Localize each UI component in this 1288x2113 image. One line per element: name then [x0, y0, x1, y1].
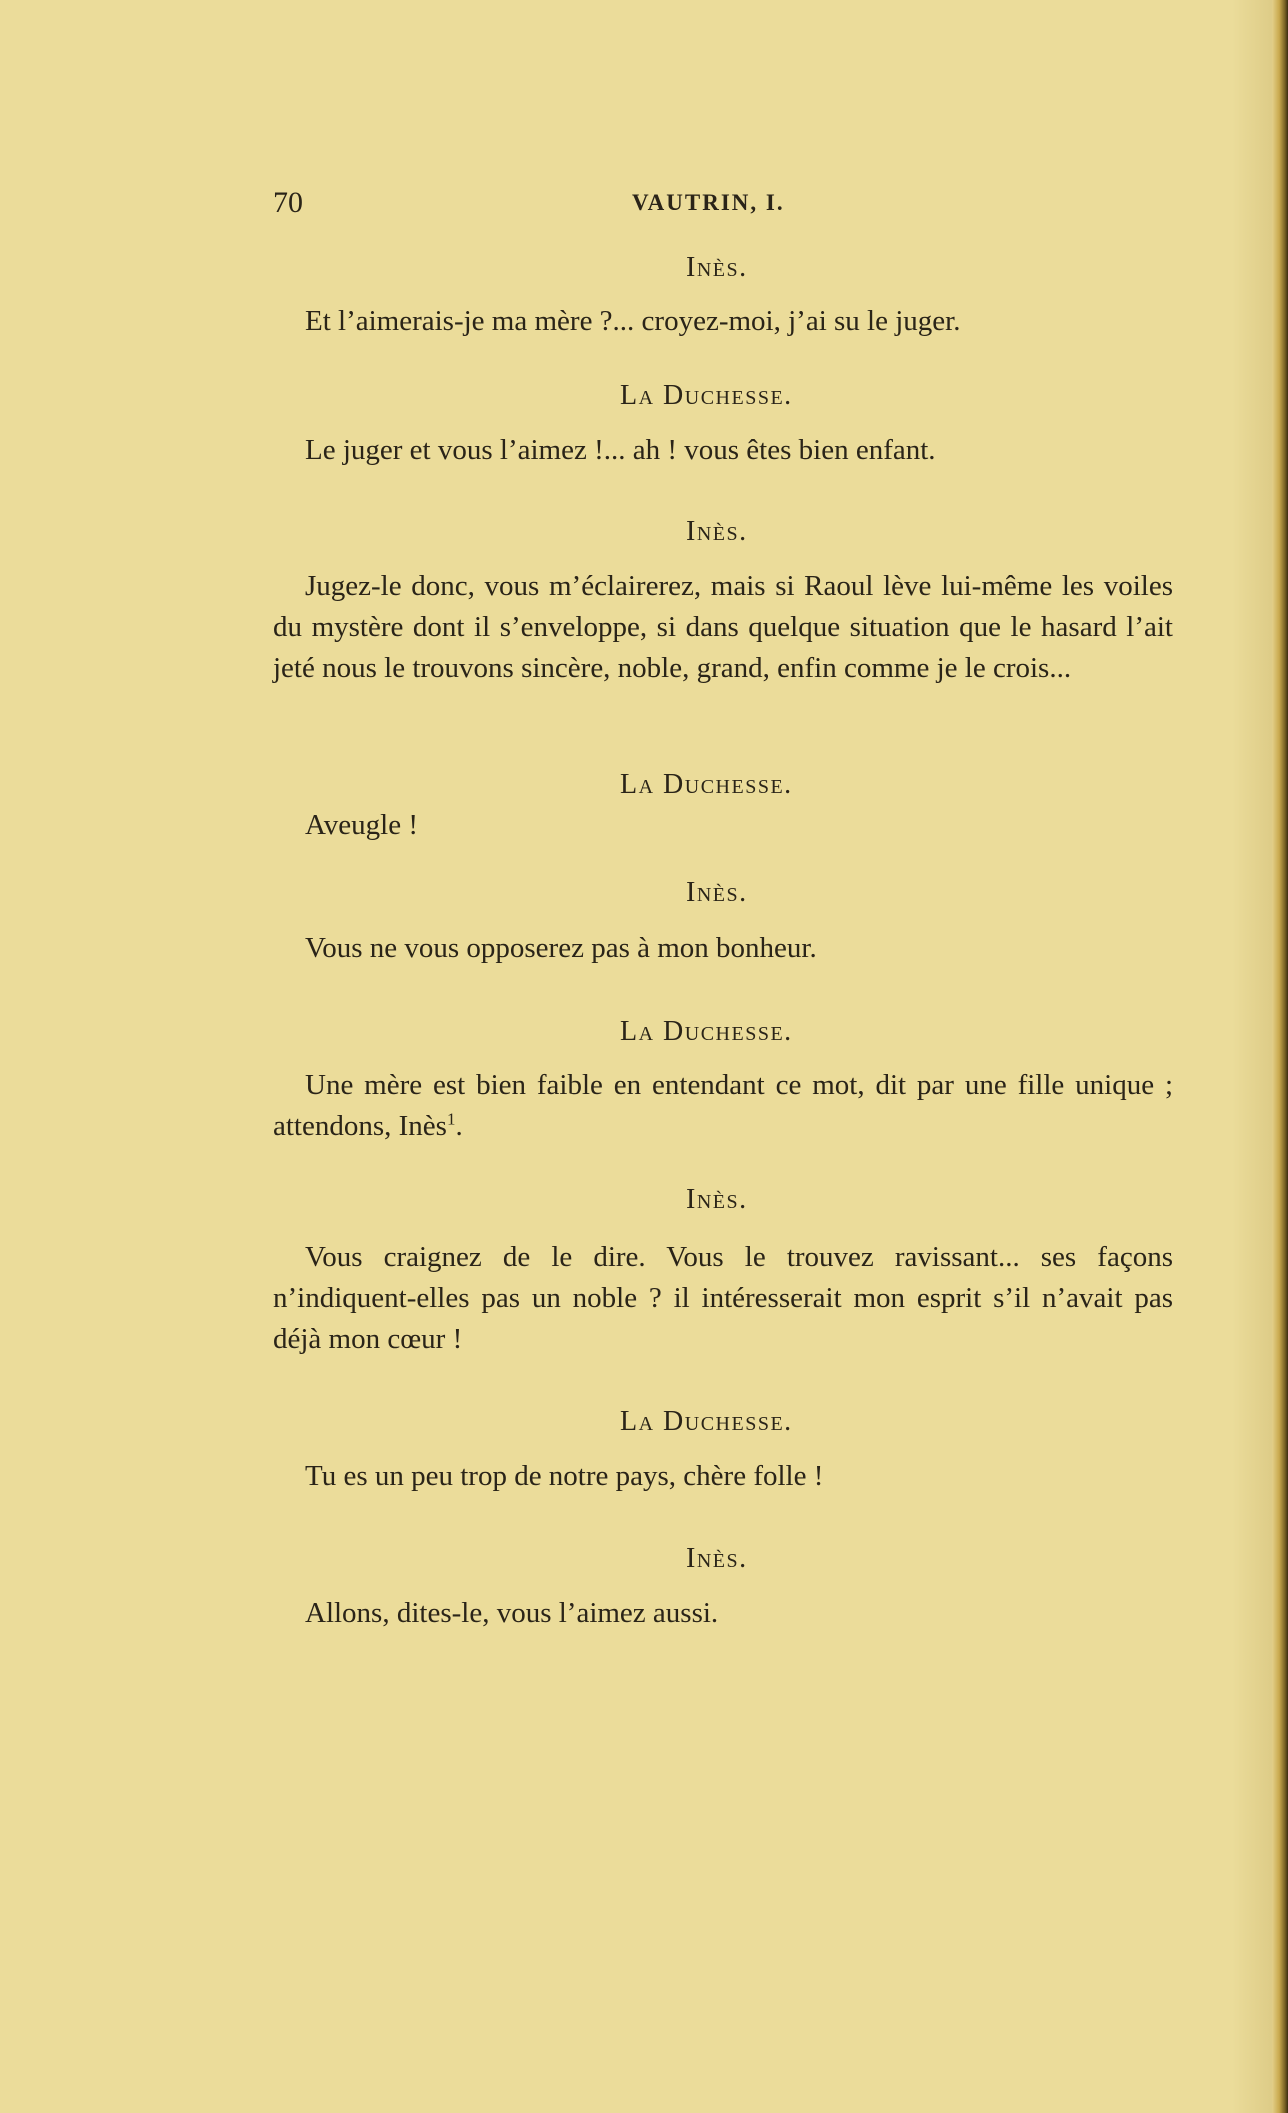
- dialogue-line: [273, 430, 1173, 471]
- speaker-ines: Inès.: [686, 1184, 748, 1215]
- speaker-ines: Inès.: [686, 1543, 748, 1574]
- page-edge: [1272, 0, 1288, 2113]
- dialogue-line: [273, 1456, 1173, 1497]
- speaker-duchesse: La Duchesse.: [620, 1406, 793, 1437]
- dialogue-line: [273, 1065, 1173, 1147]
- line-text: Tu es un peu trop de notre pays, chère folle !: [305, 1460, 824, 1492]
- line-text-end: .: [455, 1110, 463, 1142]
- page-number: 70: [273, 186, 303, 219]
- page-header: [273, 183, 1173, 223]
- speaker-duchesse: La Duchesse.: [620, 380, 793, 411]
- speaker-duchesse: La Duchesse.: [620, 1016, 793, 1047]
- line-text: Aveugle !: [305, 809, 418, 841]
- line-text: [273, 1065, 1173, 1147]
- dialogue-line: [273, 805, 1173, 846]
- dialogue-line: [273, 301, 1173, 342]
- running-title: VAUTRIN, I.: [632, 190, 785, 215]
- line-text: Le juger et vous l’aimez !... ah ! vous êtes bien enfant.: [305, 434, 936, 466]
- footnote-marker: 1: [446, 1109, 456, 1129]
- speaker-duchesse: La Duchesse.: [620, 769, 793, 800]
- dialogue-line: [273, 928, 1173, 969]
- speaker-ines: Inès.: [686, 252, 748, 283]
- dialogue-line: [273, 566, 1173, 689]
- line-text: Jugez-le donc, vous m’éclairerez, mais si Raoul lève lui-même les voiles du mystère dont il s’enveloppe, si dans quelque situation que le hasard l’ait jeté nous le trouvons sincère, noble, grand, enfin comme je le crois...: [273, 570, 1173, 684]
- line-text: Et l’aimerais-je ma mère ?... croyez-moi, j’ai su le juger.: [305, 305, 961, 337]
- page-edge-shadow: [1232, 0, 1272, 2113]
- line-text-main: Une mère est bien faible en entendant ce mot, dit par une fille unique ; attendons, Inès: [273, 1069, 1173, 1142]
- dialogue-line: [273, 1593, 1173, 1634]
- line-text: Vous craignez de le dire. Vous le trouvez ravissant... ses façons n’indiquent-elles pas un noble ? il intéresserait mon esprit s’il n’avait pas déjà mon cœur !: [273, 1241, 1173, 1355]
- dialogue-line: [273, 1237, 1173, 1360]
- line-text: Allons, dites-le, vous l’aimez aussi.: [305, 1597, 719, 1629]
- speaker-ines: Inès.: [686, 516, 748, 547]
- line-text: Vous ne vous opposerez pas à mon bonheur.: [305, 932, 817, 964]
- speaker-ines: Inès.: [686, 877, 748, 908]
